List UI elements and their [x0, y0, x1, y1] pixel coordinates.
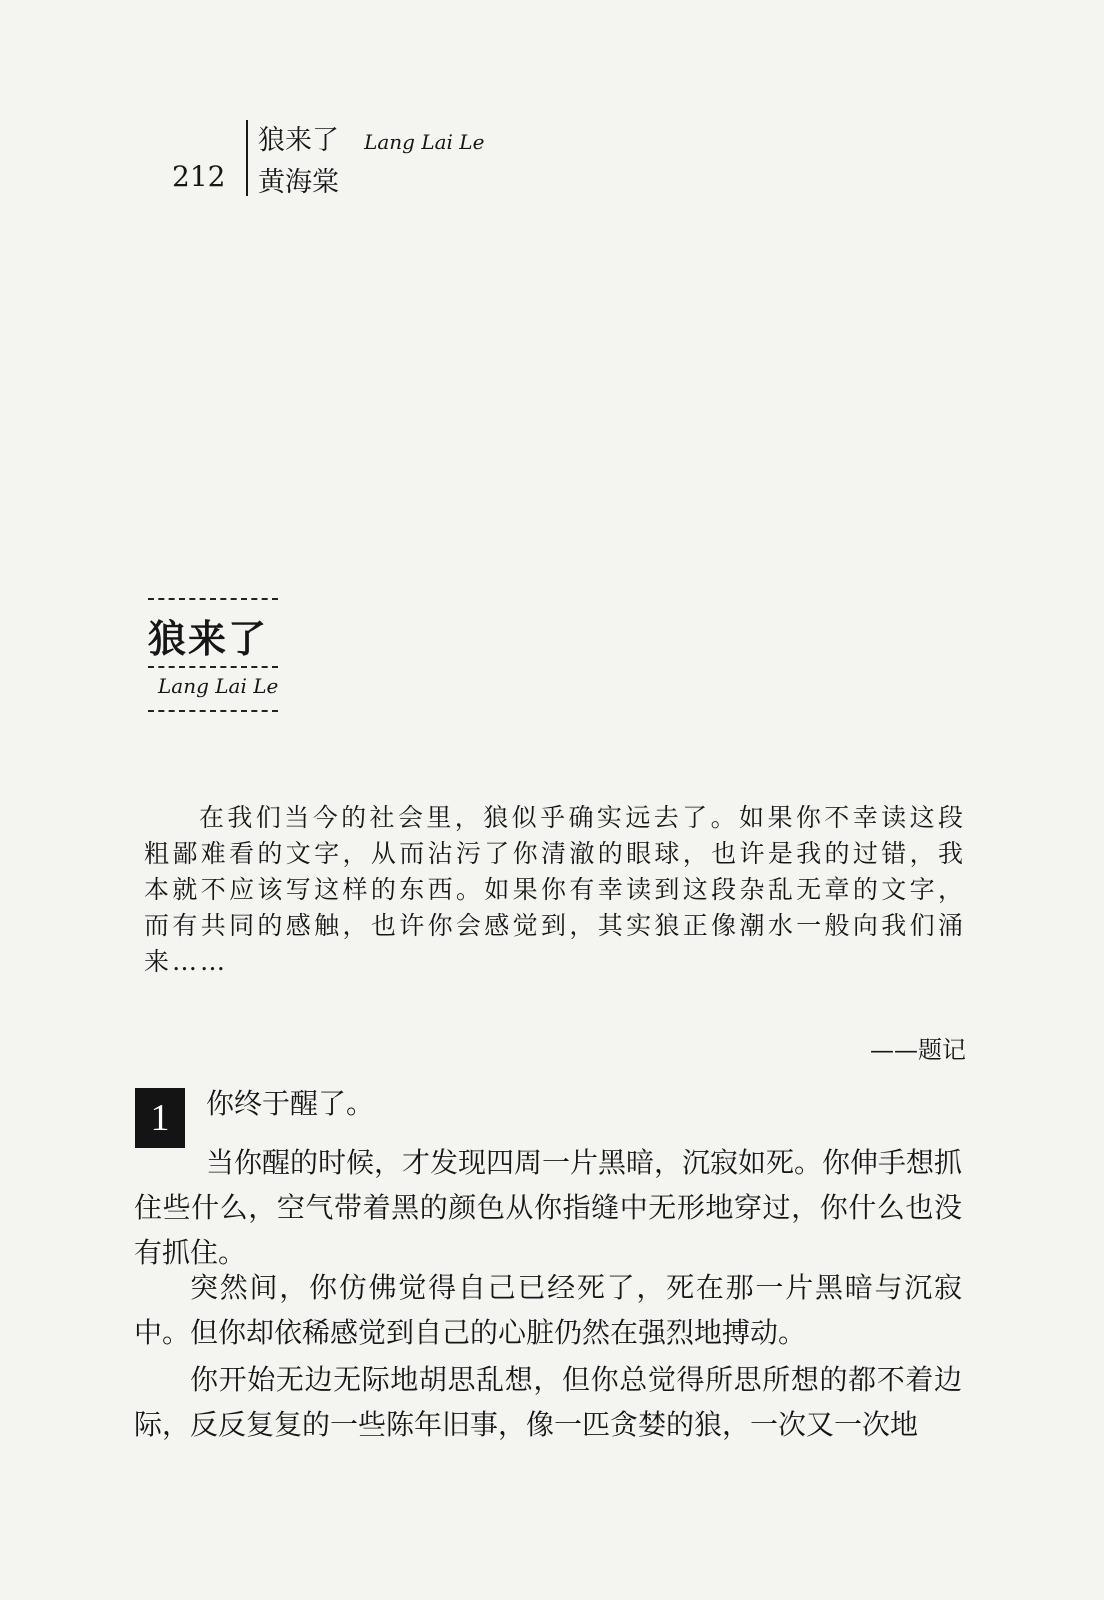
header-title-row: [258, 118, 484, 157]
chapter-pinyin: Lang Lai Le: [158, 674, 279, 698]
dashed-rule-middle: [148, 666, 278, 668]
page-number: 212: [172, 160, 226, 193]
body-paragraph: 当你醒的时候，才发现四周一片黑暗，沉寂如死。你伸手想抓住些什么，空气带着黑的颜色从你指缝中无形地穿过，你什么也没有抓住。: [134, 1146, 963, 1269]
header-title: 狼来了: [258, 125, 339, 156]
chapter-title: 狼来了: [148, 616, 269, 661]
section-first-line: 你终于醒了。: [206, 1087, 375, 1120]
body-paragraph: 突然间，你仿佛觉得自己已经死了，死在那一片黑暗与沉寂中。但你却依稀感觉到自己的心脏仍然在强烈地搏动。: [134, 1271, 962, 1349]
body-paragraph: 你开始无边无际地胡思乱想，但你总觉得所思所想的都不着边际，反反复复的一些陈年旧事，像一匹贪婪的狼，一次又一次地: [134, 1363, 962, 1441]
header-title-pinyin: Lang Lai Le: [364, 130, 485, 154]
epigraph-signature: ——题记: [870, 1036, 966, 1064]
header-author: 黄海棠: [258, 167, 339, 198]
section-number-badge: 1: [135, 1088, 185, 1148]
dashed-rule-bottom: [148, 710, 278, 712]
header-divider: [246, 120, 248, 196]
dashed-rule-top: [148, 598, 278, 600]
epigraph-text: 在我们当今的社会里，狼似乎确实远去了。如果你不幸读这段粗鄙难看的文字，从而沾污了你清澈的眼球，也许是我的过错，我本就不应该写这样的东西。如果你有幸读到这段杂乱无章的文字，而有共同的感触，也许你会感觉到，其实狼正像潮水一般向我们涌来……: [144, 803, 966, 976]
epigraph: [144, 800, 966, 980]
